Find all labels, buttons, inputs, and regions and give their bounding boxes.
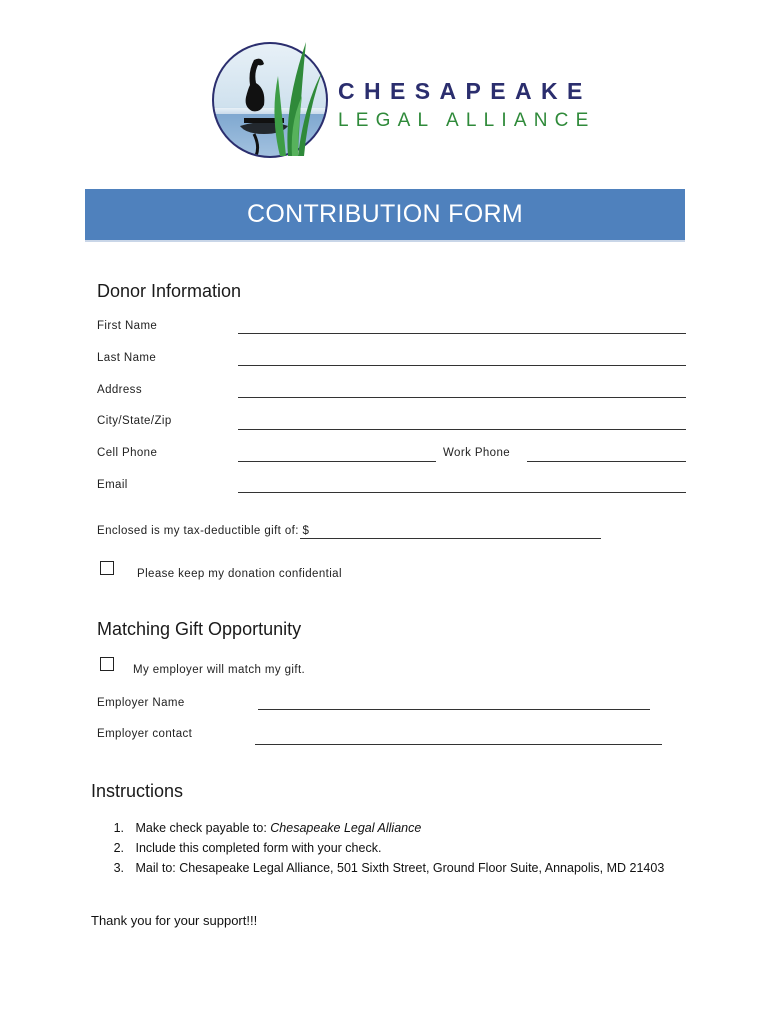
city-state-zip-label: City/State/Zip <box>97 415 172 427</box>
last-name-field[interactable] <box>238 365 686 366</box>
instruction-number: 2. <box>113 841 124 855</box>
instruction-number: 1. <box>113 821 124 835</box>
instruction-item-3 <box>104 861 664 875</box>
cell-phone-field[interactable] <box>238 461 436 462</box>
employer-match-label: My employer will match my gift. <box>133 664 306 676</box>
form-title-banner <box>85 189 685 242</box>
last-name-label: Last Name <box>97 352 157 364</box>
matching-gift-heading: Matching Gift Opportunity <box>97 619 302 639</box>
org-name-line2: LEGAL ALLIANCE <box>338 110 596 131</box>
cell-phone-label: Cell Phone <box>97 447 158 459</box>
form-title: CONTRIBUTION FORM <box>247 200 523 228</box>
confidential-label: Please keep my donation confidential <box>137 568 342 580</box>
work-phone-label: Work Phone <box>443 447 511 459</box>
confidential-checkbox[interactable] <box>100 561 114 575</box>
org-name-line1: CHESAPEAKE <box>338 78 592 104</box>
work-phone-field[interactable] <box>527 461 686 462</box>
employer-name-label: Employer Name <box>97 697 185 709</box>
city-state-zip-field[interactable] <box>238 429 686 430</box>
donor-information-heading: Donor Information <box>97 281 242 301</box>
thank-you-note: Thank you for your support!!! <box>91 913 258 928</box>
heron-reeds-logo-icon <box>210 38 336 164</box>
instruction-item-2 <box>104 841 381 855</box>
first-name-label: First Name <box>97 320 158 332</box>
gift-amount-field[interactable] <box>300 538 601 539</box>
address-field[interactable] <box>238 397 686 398</box>
instruction-item-1 <box>104 821 421 835</box>
employer-contact-field[interactable] <box>255 744 662 745</box>
first-name-field[interactable] <box>238 333 686 334</box>
instruction-number: 3. <box>113 861 124 875</box>
gift-amount-label: Enclosed is my tax-deductible gift of: $ <box>97 525 310 537</box>
instructions-heading: Instructions <box>91 781 184 801</box>
instruction-text: Include this completed form with your check. <box>135 841 382 855</box>
instruction-text: Make check payable to: <box>135 821 271 835</box>
employer-contact-label: Employer contact <box>97 728 193 740</box>
instruction-text: Mail to: Chesapeake Legal Alliance, 501 Sixth Street, Ground Floor Suite, Annapolis, MD 21403 <box>135 861 665 875</box>
email-label: Email <box>97 479 128 491</box>
payee-name: Chesapeake Legal Alliance <box>270 821 422 835</box>
email-field[interactable] <box>238 492 686 493</box>
address-label: Address <box>97 384 142 396</box>
employer-name-field[interactable] <box>258 709 650 710</box>
employer-match-checkbox[interactable] <box>100 657 114 671</box>
